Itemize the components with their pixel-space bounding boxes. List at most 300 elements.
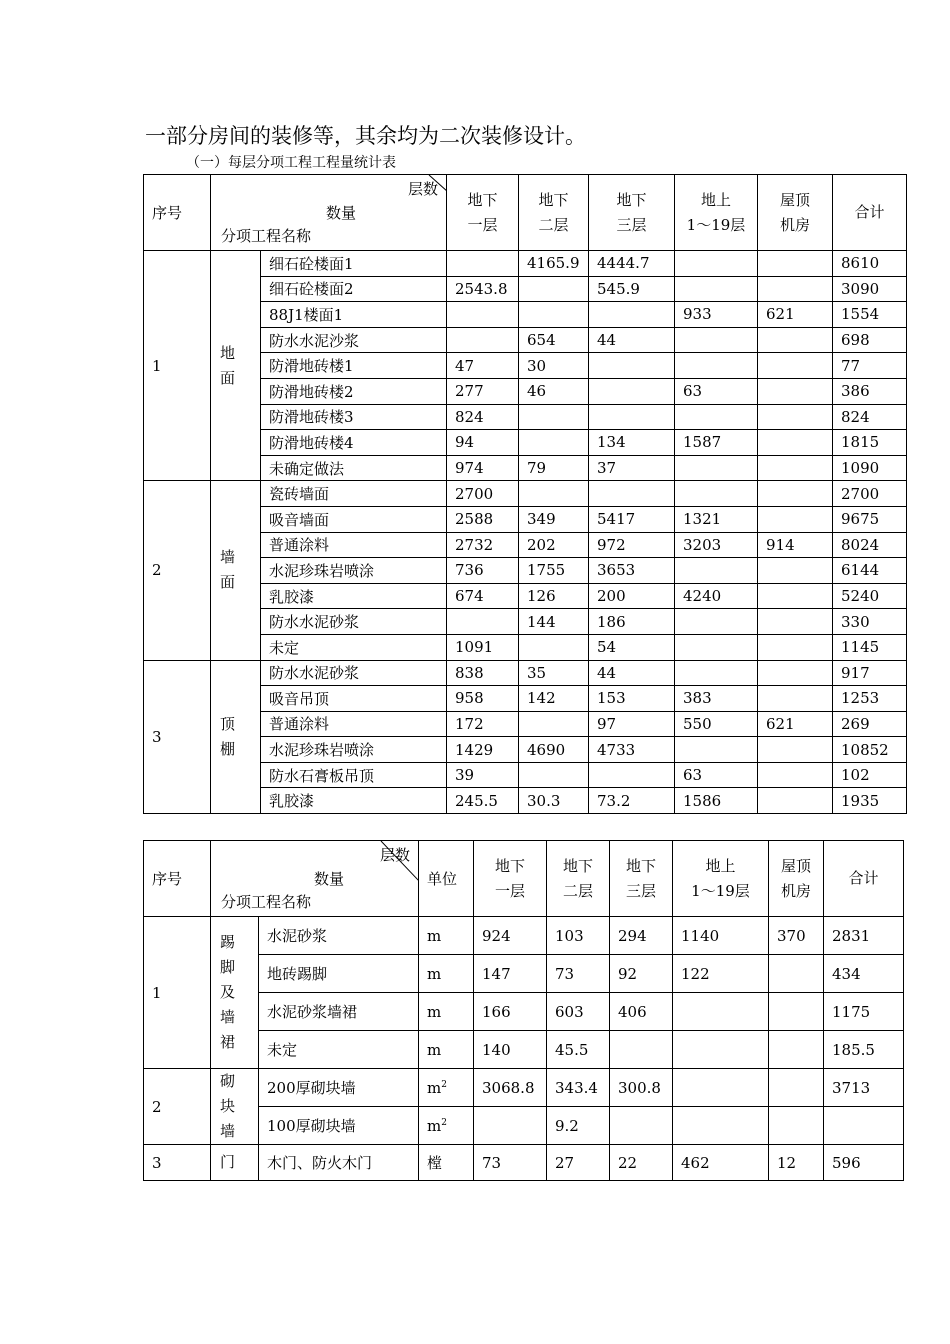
value-cell-4: 1321 [675,506,758,532]
category-char: 面 [220,573,236,592]
table-row [144,660,907,686]
header-col-6 [833,175,907,251]
unit-cell [419,917,474,955]
value-cell-6 [824,1107,904,1145]
value-cell-4 [675,634,758,660]
seq-cell: 2 [144,481,211,660]
category-char: 地 [220,343,236,362]
header-quantity: 数量 [326,204,357,222]
header-col-text: 合计 [854,203,885,221]
unit-text: m [427,1078,442,1097]
value-cell-4 [675,455,758,481]
header-col-text: 三层 [625,881,656,900]
unit-text: 樘 [427,1154,443,1172]
item-name-cell: 88J1楼面1 [261,302,447,328]
value-cell-5 [758,788,833,814]
item-name-cell: 防滑地砖楼1 [261,353,447,379]
value-cell-5 [758,276,833,302]
unit-cell [419,1069,474,1107]
unit-cell [419,1031,474,1069]
header-row [144,841,904,917]
value-cell-2: 126 [519,583,589,609]
category-char: 及 [220,983,236,1001]
table-caption: （一）每层分项工程工程量统计表 [186,155,396,171]
value-cell-1: 47 [447,353,519,379]
header-col-text: 一层 [494,881,525,900]
header-col-text: 1～19层 [686,215,746,234]
value-cell-1: 147 [474,955,547,993]
value-cell-2 [519,762,589,788]
value-cell-4: 63 [675,762,758,788]
value-cell-3: 5417 [589,506,675,532]
item-name-cell: 水泥珍珠岩喷涂 [261,558,447,584]
value-cell-1: 824 [447,404,519,430]
value-cell-6: 1090 [833,455,907,481]
value-cell-4: 1587 [675,430,758,456]
value-cell-1: 1091 [447,634,519,660]
value-cell-5 [769,993,824,1031]
value-cell-1: 674 [447,583,519,609]
value-cell-1: 1429 [447,737,519,763]
value-cell-4: 4240 [675,583,758,609]
value-cell-4: 550 [675,711,758,737]
value-cell-2: 343.4 [547,1069,610,1107]
value-cell-6: 2700 [833,481,907,507]
unit-cell [419,955,474,993]
value-cell-4: 1586 [675,788,758,814]
header-col-text: 合计 [848,869,879,887]
value-cell-1: 140 [474,1031,547,1069]
value-cell-2: 103 [547,917,610,955]
value-cell-2: 45.5 [547,1031,610,1069]
header-col-3 [610,841,673,917]
value-cell-3: 3653 [589,558,675,584]
value-cell-6: 330 [833,609,907,635]
value-cell-1 [447,327,519,353]
value-cell-1: 958 [447,686,519,712]
item-name-cell: 防水石膏板吊顶 [261,762,447,788]
value-cell-3: 134 [589,430,675,456]
value-cell-5 [758,686,833,712]
unit-text: m [427,1040,442,1059]
value-cell-5: 914 [758,532,833,558]
value-cell-6: 269 [833,711,907,737]
value-cell-3: 972 [589,532,675,558]
value-cell-5 [758,609,833,635]
header-diagonal-cell [211,841,419,917]
item-name-cell: 未定 [259,1031,419,1069]
value-cell-5 [758,634,833,660]
value-cell-4 [675,327,758,353]
header-col-2 [519,175,589,251]
category-char: 墙 [220,1122,236,1140]
value-cell-1: 277 [447,378,519,404]
value-cell-2 [519,634,589,660]
value-cell-1: 3068.8 [474,1069,547,1107]
value-cell-6: 1554 [833,302,907,328]
category-cell [211,1069,259,1145]
unit-superscript: 2 [441,1079,447,1090]
table-row [144,917,904,955]
item-name-cell: 普通涂料 [261,532,447,558]
value-cell-6: 10852 [833,737,907,763]
value-cell-2: 35 [519,660,589,686]
value-cell-1: 39 [447,762,519,788]
item-name-cell: 100厚砌块墙 [259,1107,419,1145]
header-col-3 [589,175,675,251]
value-cell-5 [758,762,833,788]
header-col-text: 地上 [705,856,736,875]
header-col-1 [447,175,519,251]
value-cell-6: 596 [824,1145,904,1181]
value-cell-6: 5240 [833,583,907,609]
item-name-cell: 瓷砖墙面 [261,481,447,507]
value-cell-3: 92 [610,955,673,993]
value-cell-5: 621 [758,302,833,328]
value-cell-2: 79 [519,455,589,481]
value-cell-4 [673,993,769,1031]
value-cell-6: 3713 [824,1069,904,1107]
category-char: 棚 [220,739,236,758]
value-cell-2: 654 [519,327,589,353]
value-cell-4 [673,1107,769,1145]
value-cell-6: 3090 [833,276,907,302]
header-col-text: 一层 [467,215,498,234]
header-levels: 层数 [379,846,410,864]
value-cell-6: 434 [824,955,904,993]
header-col-text: 地下 [538,190,569,209]
value-cell-6: 1935 [833,788,907,814]
header-col-4 [675,175,758,251]
table-row [144,1145,904,1181]
value-cell-3 [589,353,675,379]
header-col-text: 二层 [538,215,569,234]
value-cell-6: 2831 [824,917,904,955]
value-cell-4 [675,660,758,686]
header-col-text: 地下 [625,856,656,875]
value-cell-3 [589,762,675,788]
value-cell-5 [758,327,833,353]
category-cell [211,251,261,481]
category-char: 砌 [220,1072,236,1090]
value-cell-3 [610,1107,673,1145]
value-cell-2: 4690 [519,737,589,763]
value-cell-5 [769,955,824,993]
header-col-text: 地上 [700,190,731,209]
header-col-text: 三层 [616,215,647,234]
item-name-cell: 木门、防火木门 [259,1145,419,1181]
value-cell-3 [610,1031,673,1069]
value-cell-2: 27 [547,1145,610,1181]
category-cell [211,481,261,660]
value-cell-3: 22 [610,1145,673,1181]
header-col-5 [758,175,833,251]
value-cell-6: 8610 [833,251,907,277]
item-name-cell: 防水水泥砂浆 [261,609,447,635]
item-name-cell: 防水水泥砂浆 [261,660,447,686]
item-name-cell: 防滑地砖楼4 [261,430,447,456]
category-cell [211,1145,259,1181]
value-cell-3: 44 [589,660,675,686]
value-cell-1: 94 [447,430,519,456]
category-char: 脚 [220,958,236,976]
header-unit: 单位 [419,841,474,917]
value-cell-4: 383 [675,686,758,712]
category-char: 顶 [220,714,236,733]
category-char: 墙 [220,1008,236,1026]
unit-text: m [427,1002,442,1021]
value-cell-4: 63 [675,378,758,404]
value-cell-4 [675,404,758,430]
value-cell-4: 1140 [673,917,769,955]
value-cell-1: 974 [447,455,519,481]
header-col-2 [547,841,610,917]
item-name-cell: 防水水泥沙浆 [261,327,447,353]
value-cell-6: 917 [833,660,907,686]
header-col-text: 屋顶 [779,190,810,209]
header-diagonal-cell [211,175,447,251]
header-levels: 层数 [407,180,438,198]
item-name-cell: 未确定做法 [261,455,447,481]
header-col-text: 地下 [467,190,498,209]
value-cell-4: 3203 [675,532,758,558]
value-cell-1 [474,1107,547,1145]
value-cell-2: 142 [519,686,589,712]
value-cell-5 [758,660,833,686]
value-cell-5 [758,737,833,763]
value-cell-6: 77 [833,353,907,379]
item-name-cell: 细石砼楼面2 [261,276,447,302]
category-cell [211,917,259,1069]
value-cell-5 [769,1031,824,1069]
value-cell-1: 166 [474,993,547,1031]
item-name-cell: 防滑地砖楼3 [261,404,447,430]
value-cell-2 [519,711,589,737]
value-cell-3: 4733 [589,737,675,763]
seq-cell: 3 [144,660,211,814]
header-col-text: 1～19层 [691,881,750,900]
value-cell-2: 9.2 [547,1107,610,1145]
value-cell-3: 406 [610,993,673,1031]
quantity-table-2 [143,840,904,1181]
value-cell-3: 200 [589,583,675,609]
value-cell-2 [519,481,589,507]
intro-text: 一部分房间的装修等，其余均为二次装修设计。 [145,124,586,148]
value-cell-6: 1253 [833,686,907,712]
value-cell-1: 2543.8 [447,276,519,302]
value-cell-5 [758,558,833,584]
item-name-cell: 地砖踢脚 [259,955,419,993]
value-cell-5: 621 [758,711,833,737]
value-cell-4 [675,276,758,302]
header-col-text: 机房 [779,215,810,234]
seq-cell: 1 [144,917,211,1069]
value-cell-5: 12 [769,1145,824,1181]
header-item-name: 分项工程名称 [221,227,312,245]
value-cell-1: 924 [474,917,547,955]
value-cell-1 [447,302,519,328]
value-cell-3: 97 [589,711,675,737]
value-cell-6: 1175 [824,993,904,1031]
unit-cell [419,1107,474,1145]
value-cell-3: 545.9 [589,276,675,302]
seq-cell: 2 [144,1069,211,1145]
value-cell-4: 122 [673,955,769,993]
value-cell-4 [673,1031,769,1069]
header-seq: 序号 [144,175,211,251]
item-name-cell: 水泥珍珠岩喷涂 [261,737,447,763]
table-row [144,481,907,507]
value-cell-3: 4444.7 [589,251,675,277]
item-name-cell: 乳胶漆 [261,583,447,609]
table-row [144,251,907,277]
category-char: 面 [220,368,236,387]
value-cell-4 [675,737,758,763]
item-name-cell: 乳胶漆 [261,788,447,814]
item-name-cell: 水泥砂浆墙裙 [259,993,419,1031]
value-cell-5 [758,583,833,609]
unit-text: m [427,1116,442,1135]
value-cell-2 [519,302,589,328]
value-cell-3: 44 [589,327,675,353]
header-row [144,175,907,251]
category-char: 门 [220,1153,236,1171]
header-quantity: 数量 [314,870,345,888]
header-col-text: 二层 [562,881,593,900]
value-cell-2: 1755 [519,558,589,584]
header-col-6 [824,841,904,917]
value-cell-5 [758,430,833,456]
seq-cell: 1 [144,251,211,481]
value-cell-6: 824 [833,404,907,430]
value-cell-2: 30.3 [519,788,589,814]
item-name-cell: 防滑地砖楼2 [261,378,447,404]
item-name-cell: 吸音吊顶 [261,686,447,712]
item-name-cell: 吸音墙面 [261,506,447,532]
value-cell-5 [769,1069,824,1107]
header-col-4 [673,841,769,917]
value-cell-6: 1145 [833,634,907,660]
value-cell-6: 8024 [833,532,907,558]
value-cell-3 [589,302,675,328]
table-row [144,1069,904,1107]
value-cell-6: 386 [833,378,907,404]
value-cell-1: 2588 [447,506,519,532]
value-cell-2: 46 [519,378,589,404]
value-cell-4: 462 [673,1145,769,1181]
value-cell-4 [675,481,758,507]
value-cell-5 [758,353,833,379]
unit-superscript: 2 [441,1117,447,1128]
value-cell-2 [519,430,589,456]
value-cell-5: 370 [769,917,824,955]
value-cell-4 [675,609,758,635]
value-cell-2: 202 [519,532,589,558]
header-col-text: 地下 [562,856,593,875]
value-cell-1 [447,609,519,635]
value-cell-1: 2732 [447,532,519,558]
value-cell-2 [519,276,589,302]
value-cell-3: 37 [589,455,675,481]
header-col-text: 地下 [616,190,647,209]
value-cell-3: 294 [610,917,673,955]
value-cell-1: 172 [447,711,519,737]
category-char: 踢 [220,933,236,951]
value-cell-6: 698 [833,327,907,353]
value-cell-4 [675,251,758,277]
value-cell-2 [519,404,589,430]
value-cell-5 [758,506,833,532]
item-name-cell: 未定 [261,634,447,660]
header-seq: 序号 [144,841,211,917]
header-col-5 [769,841,824,917]
value-cell-2: 349 [519,506,589,532]
value-cell-1: 2700 [447,481,519,507]
unit-cell [419,993,474,1031]
value-cell-1: 736 [447,558,519,584]
value-cell-3 [589,378,675,404]
value-cell-6: 1815 [833,430,907,456]
unit-text: m [427,964,442,983]
value-cell-2: 603 [547,993,610,1031]
item-name-cell: 200厚砌块墙 [259,1069,419,1107]
value-cell-4 [673,1069,769,1107]
header-col-text: 机房 [780,881,811,900]
unit-cell [419,1145,474,1181]
value-cell-3 [589,404,675,430]
category-cell [211,660,261,814]
value-cell-4 [675,558,758,584]
value-cell-5 [758,481,833,507]
value-cell-6: 185.5 [824,1031,904,1069]
value-cell-1: 73 [474,1145,547,1181]
value-cell-5 [758,404,833,430]
value-cell-3: 300.8 [610,1069,673,1107]
header-col-1 [474,841,547,917]
item-name-cell: 普通涂料 [261,711,447,737]
value-cell-6: 6144 [833,558,907,584]
quantity-table-1 [143,174,907,814]
value-cell-3: 186 [589,609,675,635]
value-cell-5 [769,1107,824,1145]
value-cell-5 [758,378,833,404]
category-char: 裙 [220,1033,236,1051]
unit-text: m [427,926,442,945]
value-cell-3 [589,481,675,507]
item-name-cell: 水泥砂浆 [259,917,419,955]
header-item-name: 分项工程名称 [221,893,312,911]
value-cell-2: 30 [519,353,589,379]
seq-cell: 3 [144,1145,211,1181]
value-cell-5 [758,455,833,481]
value-cell-4 [675,353,758,379]
value-cell-1 [447,251,519,277]
value-cell-6: 9675 [833,506,907,532]
header-col-text: 屋顶 [780,856,811,875]
value-cell-5 [758,251,833,277]
header-col-text: 地下 [494,856,525,875]
value-cell-2: 73 [547,955,610,993]
value-cell-4: 933 [675,302,758,328]
value-cell-3: 153 [589,686,675,712]
value-cell-2: 144 [519,609,589,635]
value-cell-6: 102 [833,762,907,788]
value-cell-1: 245.5 [447,788,519,814]
value-cell-1: 838 [447,660,519,686]
value-cell-3: 54 [589,634,675,660]
item-name-cell: 细石砼楼面1 [261,251,447,277]
category-char: 块 [220,1097,236,1115]
